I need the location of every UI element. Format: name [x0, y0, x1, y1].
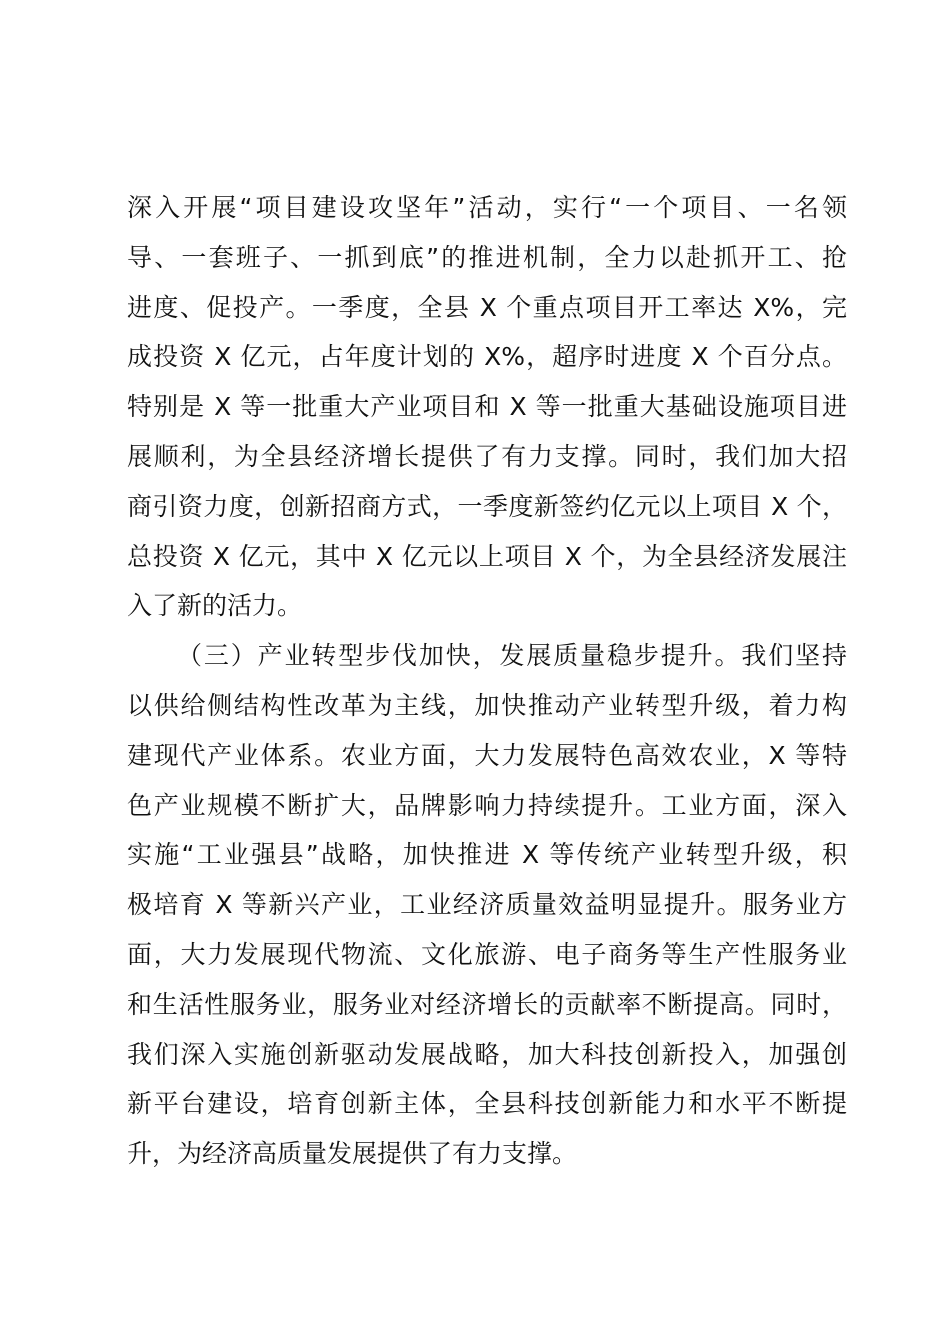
text-line-last: 升，为经济高质量发展提供了有力支撑。	[127, 1139, 578, 1169]
text-line-last: 入了新的活力。	[127, 591, 303, 621]
text-line: 展顺利，为全县经济增长提供了有力支撑。同时，我们加大招	[127, 441, 847, 471]
text-line: 特别是 X 等一批重大产业项目和 X 等一批重大基础设施项目进	[127, 392, 847, 422]
text-line: 深入开展“项目建设攻坚年”活动，实行“一个项目、一名领	[127, 193, 847, 222]
text-line: 进度、促投产。一季度，全县 X 个重点项目开工率达 X%，完	[127, 292, 847, 322]
text-line: 色产业规模不断扩大，品牌影响力持续提升。工业方面，深入	[127, 790, 847, 820]
paragraph-industrial-transformation	[127, 631, 847, 1179]
text-line: 极培育 X 等新兴产业，工业经济质量效益明显提升。服务业方	[127, 890, 847, 920]
text-line: 导、一套班子、一抓到底”的推进机制，全力以赴抓开工、抢	[127, 242, 847, 272]
text-line: 商引资力度，创新招商方式，一季度新签约亿元以上项目 X 个，	[127, 491, 847, 521]
text-line: 面，大力发展现代物流、文化旅游、电子商务等生产性服务业	[127, 939, 847, 969]
text-line: 我们深入实施创新驱动发展战略，加大科技创新投入，加强创	[127, 1039, 847, 1069]
paragraph-project-construction	[127, 183, 847, 631]
text-line: 以供给侧结构性改革为主线，加快推动产业转型升级，着力构	[127, 690, 847, 720]
text-line: 新平台建设，培育创新主体，全县科技创新能力和水平不断提	[127, 1089, 847, 1119]
text-line: 和生活性服务业，服务业对经济增长的贡献率不断提高。同时，	[127, 989, 847, 1019]
text-line: 成投资 X 亿元，占年度计划的 X%，超序时进度 X 个百分点。	[127, 342, 847, 372]
body-text	[127, 183, 847, 1179]
text-line: 建现代产业体系。农业方面，大力发展特色高效农业，X 等特	[127, 740, 847, 770]
section-heading-line: （三）产业转型步伐加快，发展质量稳步提升。我们坚持	[177, 641, 847, 671]
text-line: 总投资 X 亿元，其中 X 亿元以上项目 X 个，为全县经济发展注	[127, 541, 847, 571]
text-line: 实施“工业强县”战略，加快推进 X 等传统产业转型升级，积	[127, 840, 847, 870]
